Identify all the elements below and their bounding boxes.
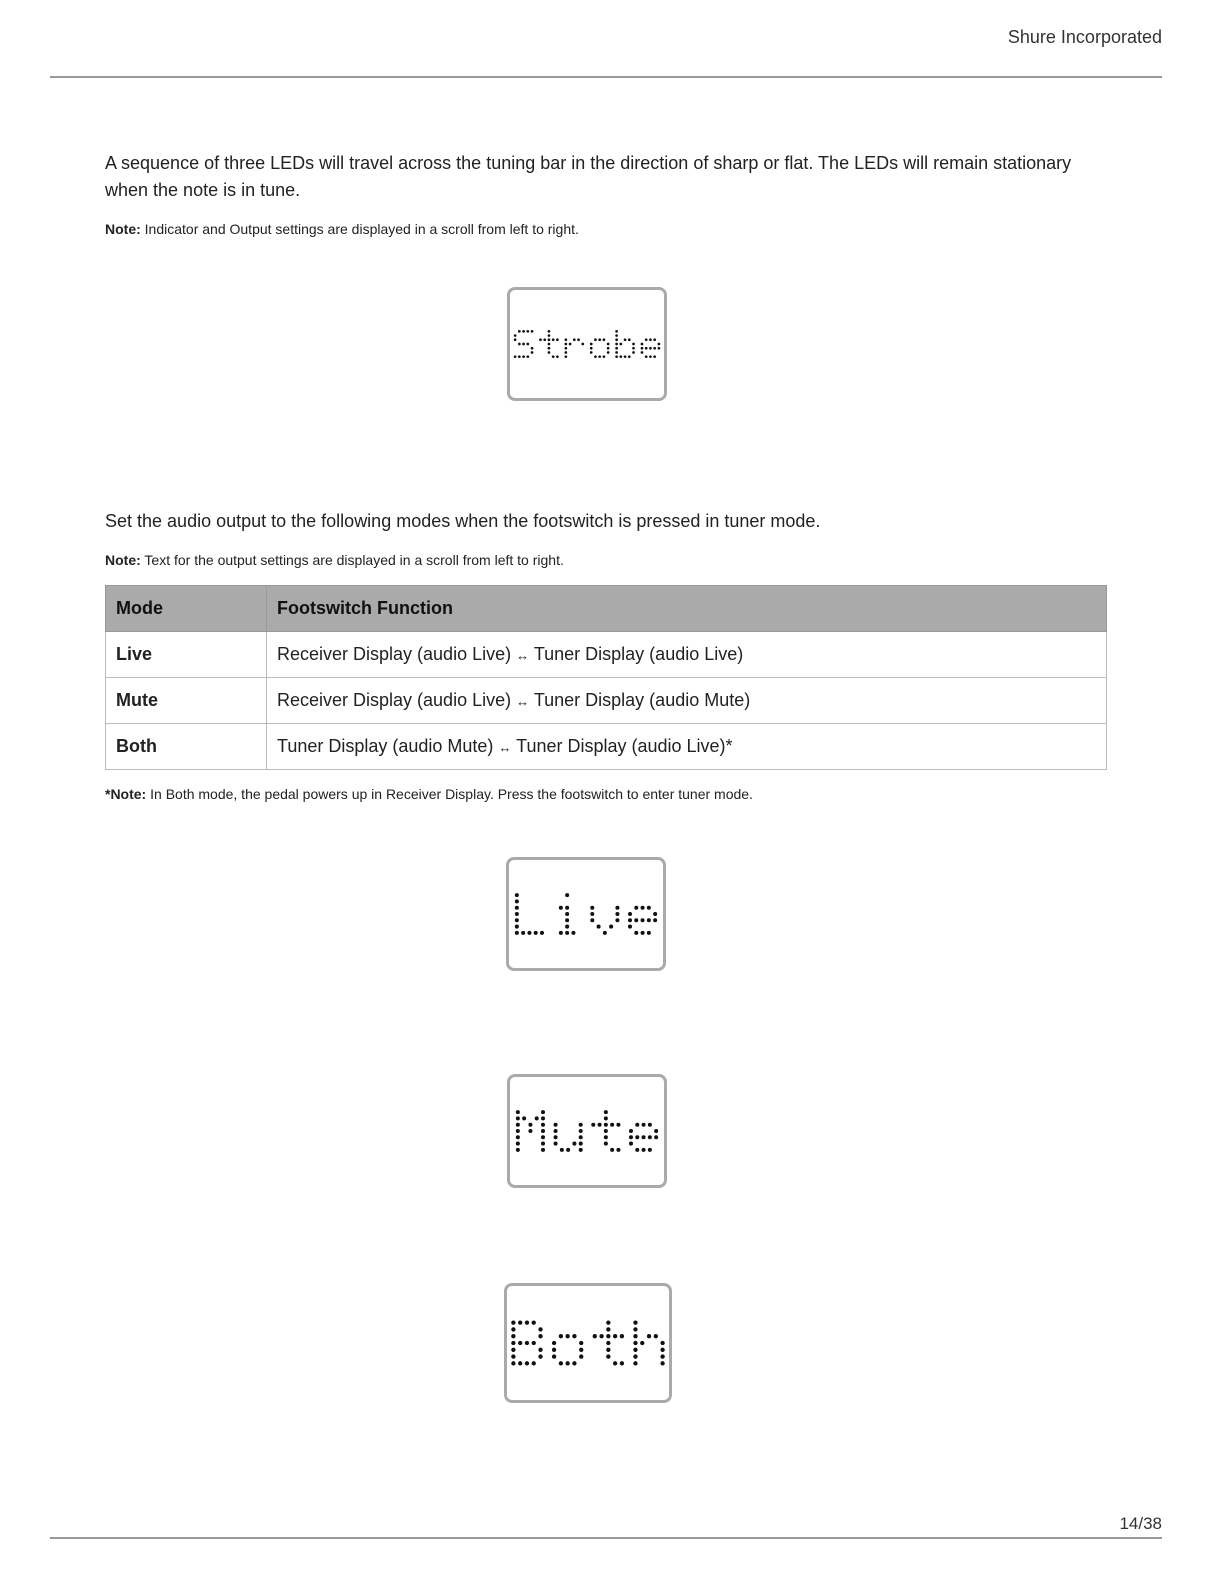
lcd-char-v: [590, 906, 619, 935]
lcd-display-live: [506, 857, 666, 971]
header-company-name: Shure Incorporated: [1007, 27, 1162, 47]
note-label: Note:: [105, 221, 141, 237]
lcd-char-u: [554, 1123, 583, 1152]
lcd-char-L: [515, 893, 544, 935]
header-divider: [50, 76, 1162, 78]
lcd-char-b: [615, 330, 635, 358]
lcd-display-mute: [507, 1074, 667, 1188]
lcd-char-t: [591, 1110, 620, 1152]
tuning-bar-paragraph: A sequence of three LEDs will travel across the tuning bar in the direction of sharp or flat. The LEDs will remain stationary when the note is in tune.: [105, 153, 1072, 200]
note-text: Indicator and Output settings are displayed in a scroll from left to right.: [140, 221, 579, 237]
mode-cell: Mute: [106, 678, 267, 724]
lcd-char-e: [629, 1123, 658, 1152]
lcd-char-o: [552, 1334, 583, 1365]
both-mode-footnote: [105, 785, 1105, 803]
left-right-arrow-icon: ↔: [516, 648, 530, 663]
lcd-char-e: [641, 338, 661, 358]
lcd-char-i: [559, 893, 576, 935]
lcd-char-o: [590, 338, 610, 358]
dot-matrix-text: [510, 1319, 666, 1367]
function-left: Receiver Display (audio Live): [277, 690, 512, 710]
left-right-arrow-icon: ↔: [498, 740, 512, 755]
left-right-arrow-icon: ↔: [516, 694, 530, 709]
lcd-char-t: [539, 330, 559, 358]
mode-cell: Live: [106, 632, 267, 678]
function-cell: [267, 724, 1107, 770]
function-cell: [267, 632, 1107, 678]
footnote-text: In Both mode, the pedal powers up in Receiver Display. Press the footswitch to enter tuner mode.: [146, 786, 753, 802]
footnote-label: *Note:: [105, 786, 147, 802]
modes-table: [105, 585, 1107, 770]
indicator-note: [105, 220, 1105, 238]
lcd-display-both: [504, 1283, 672, 1403]
function-right: Tuner Display (audio Live): [533, 644, 744, 664]
table-row: [106, 724, 1107, 770]
lcd-char-t: [593, 1320, 624, 1365]
function-cell: [267, 678, 1107, 724]
column-header-mode: Mode: [106, 586, 267, 632]
audio-output-paragraph: Set the audio output to the following modes when the footswitch is pressed in tuner mode.: [105, 511, 821, 531]
function-left: Tuner Display (audio Mute): [277, 736, 494, 756]
function-left: Receiver Display (audio Live): [277, 644, 512, 664]
table-row: [106, 678, 1107, 724]
lcd-display-strobe: [507, 287, 667, 401]
table-header-row: [106, 586, 1107, 632]
lcd-char-r: [565, 338, 585, 358]
dot-matrix-text: [513, 324, 661, 364]
dot-matrix-text: [512, 892, 660, 936]
function-right: Tuner Display (audio Mute): [533, 690, 751, 710]
output-note: [105, 551, 1105, 569]
lcd-char-h: [633, 1320, 664, 1365]
lcd-char-M: [516, 1110, 545, 1152]
dot-matrix-text: [513, 1109, 661, 1153]
table-row: [106, 632, 1107, 678]
lcd-char-e: [628, 906, 657, 935]
note-text: Text for the output settings are displayed in a scroll from left to right.: [140, 552, 564, 568]
mode-cell: Both: [106, 724, 267, 770]
note-label: Note:: [105, 552, 141, 568]
footer-divider: [50, 1537, 1162, 1539]
lcd-char-B: [511, 1320, 542, 1365]
page-number: 14/38: [1119, 1514, 1162, 1533]
column-header-footswitch-function: Footswitch Function: [267, 586, 1107, 632]
function-right: Tuner Display (audio Live)*: [516, 736, 733, 756]
lcd-char-S: [514, 330, 534, 358]
